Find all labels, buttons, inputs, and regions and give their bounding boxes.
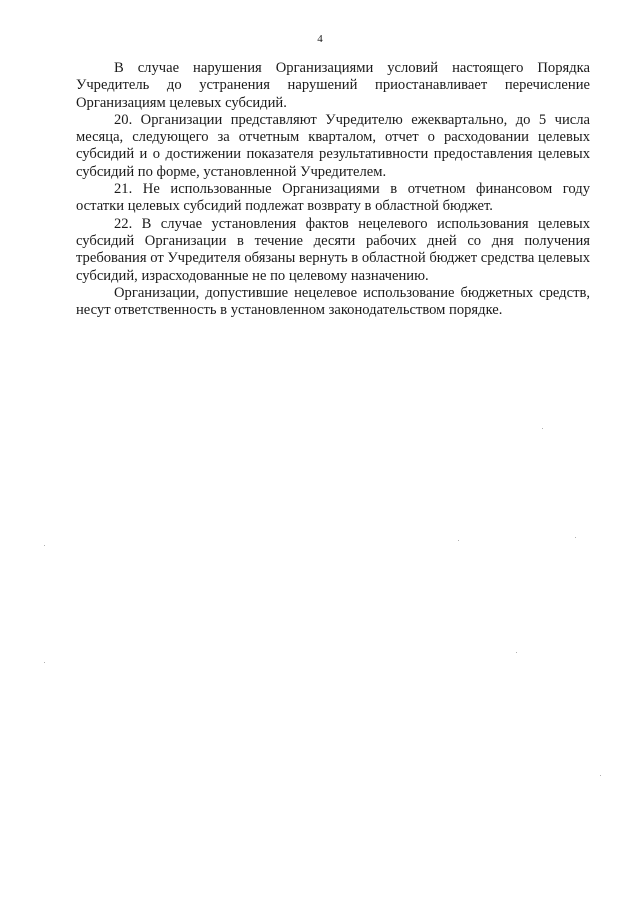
paragraph-22-misuse-refund: 22. В случае установления фактов нецелевого использования целевых субсидий Организации в течение десяти рабочих дней со дня получения требования от Учредителя обязаны вернуть в областной бюджет средства целевых субсидий, израсходованные не по целевому назначению. xyxy=(76,215,590,284)
scan-speck xyxy=(44,662,45,663)
paragraph-21-unused-balance: 21. Не использованные Организациями в отчетном финансовом году остатки целевых субсидий подлежат возврату в областной бюджет. xyxy=(76,181,590,215)
scan-speck xyxy=(600,775,601,776)
paragraph-violation-suspension: В случае нарушения Организациями условий настоящего Порядка Учредитель до устранения нарушений приостанавливает перечисление Организациям целевых субсидий. xyxy=(76,60,590,111)
document-body xyxy=(76,60,590,319)
scan-speck xyxy=(542,428,543,429)
scan-speck xyxy=(458,540,459,541)
scan-speck xyxy=(516,652,517,653)
page-number: 4 xyxy=(317,33,323,45)
paragraph-20-quarterly-report: 20. Организации представляют Учредителю ежеквартально, до 5 числа месяца, следующего за отчетным кварталом, отчет о расходовании целевых субсидий и о достижении показателя результативности предоставления целевых субсидий по форме, установленной Учредителем. xyxy=(76,111,590,180)
scan-speck xyxy=(44,545,45,546)
scan-speck xyxy=(575,537,576,538)
paragraph-responsibility: Организации, допустившие нецелевое использование бюджетных средств, несут ответственность в установленном законодательством порядке. xyxy=(76,284,590,319)
